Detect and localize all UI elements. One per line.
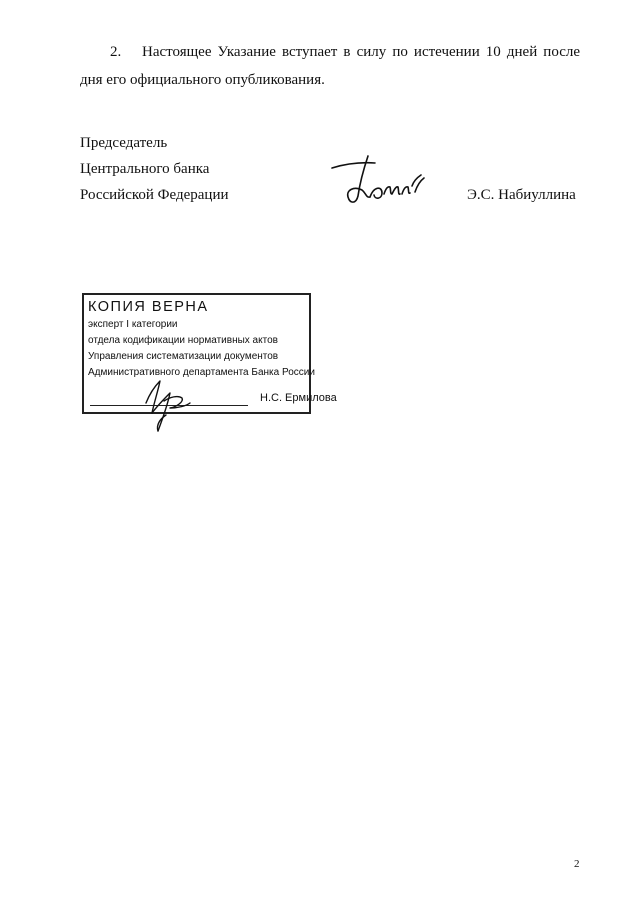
stamp-signature xyxy=(140,375,195,435)
certification-stamp xyxy=(82,293,337,414)
stamp-line-2: отдела кодификации нормативных актов xyxy=(88,335,278,346)
stamp-line-3: Управления систематизации документов xyxy=(88,351,279,362)
clause-2 xyxy=(80,38,580,94)
signatory-title-line-1: Председатель xyxy=(80,135,168,151)
signatory-name: Э.С. Набиуллина xyxy=(467,187,576,203)
handwritten-signature xyxy=(320,150,430,215)
signatory-title-line-2: Центрального банка xyxy=(80,161,210,177)
stamp-name: Н.С. Ермилова xyxy=(260,392,337,404)
clause-number: 2. xyxy=(110,44,122,60)
stamp-line-1: эксперт I категории xyxy=(88,319,178,330)
page-number: 2 xyxy=(574,858,580,870)
stamp-heading: КОПИЯ ВЕРНА xyxy=(88,299,209,315)
stamp-line-4: Административного департамента Банка России xyxy=(88,367,315,378)
signatory-title-line-3: Российской Федерации xyxy=(80,187,229,203)
clause-text: Настоящее Указание вступает в силу по истечении 10 дней после дня его официального опубликования. xyxy=(80,44,580,88)
